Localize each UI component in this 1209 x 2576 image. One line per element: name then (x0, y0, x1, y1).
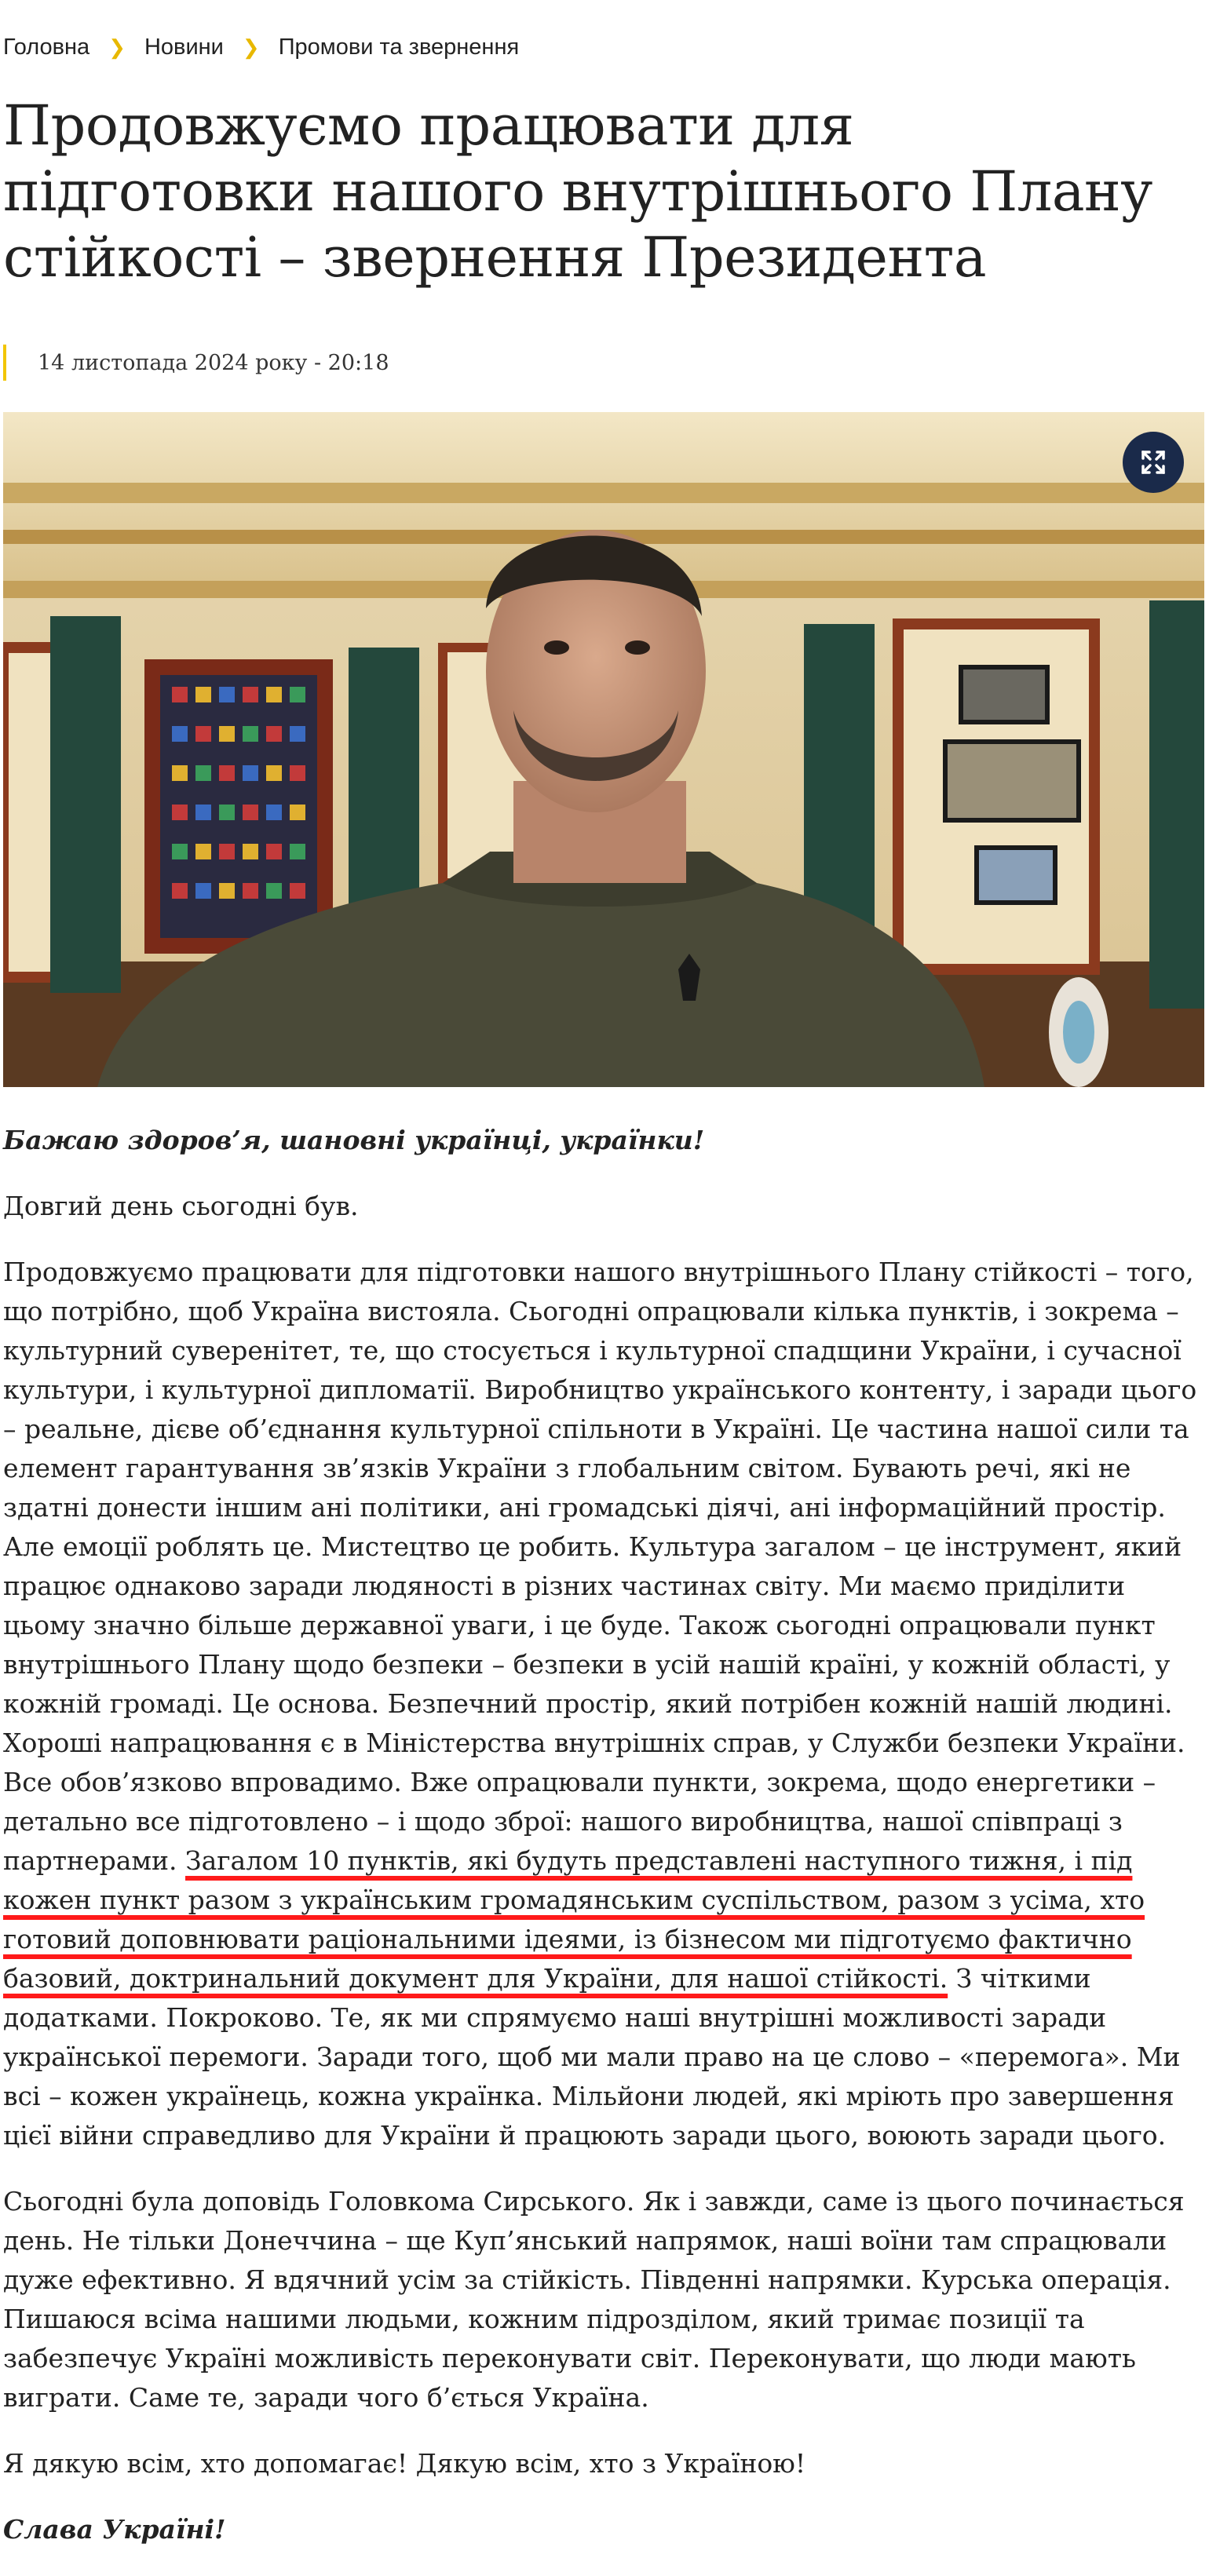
breadcrumb-news-link[interactable]: Новини (144, 35, 224, 60)
breadcrumb-speeches-link[interactable]: Промови та звернення (278, 35, 520, 60)
paragraph-text: З чіткими додатками. Покроково. Те, як ми спрямуємо наші внутрішні можливості заради української перемоги. Заради того, щоб ми мали право на це слово – «перемога». Ми всі – кожен українець, кожна українка. Мільйони людей, які мріють про завершення цієї війни справедливо для України й працюють заради цього, воюють заради цього. (3, 1963, 1181, 2151)
chevron-right-icon: ❯ (242, 35, 260, 59)
greeting-paragraph: Бажаю здоров’я, шановні українці, українки! (3, 1125, 705, 1155)
publication-date (3, 345, 389, 381)
closing-paragraph: Слава Україні! (3, 2514, 226, 2545)
breadcrumb (3, 35, 519, 60)
highlighted-text: Загалом 10 пунктів, які будуть представлені наступного тижня, і під кожен пункт разом з українським громадянським суспільством, разом з усіма, хто готовий доповнювати раціональними ідеями, із бізнесом ми підготуємо фактично базовий, доктринальний документ для України, для нашої стійкості. (3, 1845, 1145, 1994)
chevron-right-icon: ❯ (108, 35, 126, 59)
article-body (3, 1121, 1204, 2576)
hero-image (3, 412, 1204, 1087)
expand-icon (1140, 449, 1167, 476)
fullscreen-button[interactable] (1123, 432, 1184, 493)
breadcrumb-home-link[interactable]: Головна (3, 35, 90, 60)
date-text: 14 листопада 2024 року - 20:18 (38, 350, 389, 375)
article-paragraph: Довгий день сьогодні був. (3, 1191, 359, 1221)
page-title: Продовжуємо працювати для підготовки нашого внутрішнього Плану стійкості – звернення Президента (3, 93, 1152, 290)
hero-video-frame[interactable] (3, 412, 1204, 1087)
article-paragraph (3, 1253, 1204, 2155)
article-paragraph: Сьогодні була доповідь Головкома Сирського. Як і завжди, саме із цього починається день. Не тільки Донеччина – ще Куп’янський напрямок, наші воїни там спрацювали дуже ефективно. Я вдячний усім за стійкість. Південні напрямки. Курська операція. Пишаюся всіма нашими людьми, кожним підрозділом, який тримає позиції та забезпечує Україні можливість переконувати світ. Переконувати, що люди мають виграти. Саме те, заради чого б’ється Україна. (3, 2186, 1185, 2413)
article-paragraph: Я дякую всім, хто допомагає! Дякую всім, хто з Україною! (3, 2448, 806, 2479)
paragraph-text: Продовжуємо працювати для підготовки нашого внутрішнього Плану стійкості – того, що потрібно, щоб Україна вистояла. Сьогодні опрацювали кілька пунктів, і зокрема – культурний суверенітет, те, що стосується і культурної спадщини України, і сучасної культури, і культурної дипломатії. Виробництво українського контенту, і заради цього – реальне, дієве об’єднання культурної спільноти в Україні. Це частина нашої сили та елемент гарантування зв’язків України з глобальним світом. Бувають речі, які не здатні донести іншим ані політики, ані громадські діячі, ані інформаційний простір. Але емоції роблять це. Мистецтво це робить. Культура загалом – це інструмент, який працює однаково заради людяності в різних частинах світу. Ми маємо приділити цьому значно більше державної уваги, і це буде. Також сьогодні опрацювали пункт внутрішнього Плану щодо безпеки – безпеки в усій нашій країні, у кожній області, у кожній громаді. Це основа. Безпечний простір, який потрібен кожній нашій людині. Хороші напрацювання є в Міністерства внутрішніх справ, у Служби безпеки України. Все обов’язково впровадимо. Вже опрацювали пункти, зокрема, щодо енергетики – детально все підготовлено – і щодо зброї: нашого виробництва, нашої співпраці з партнерами. (3, 1257, 1197, 1876)
